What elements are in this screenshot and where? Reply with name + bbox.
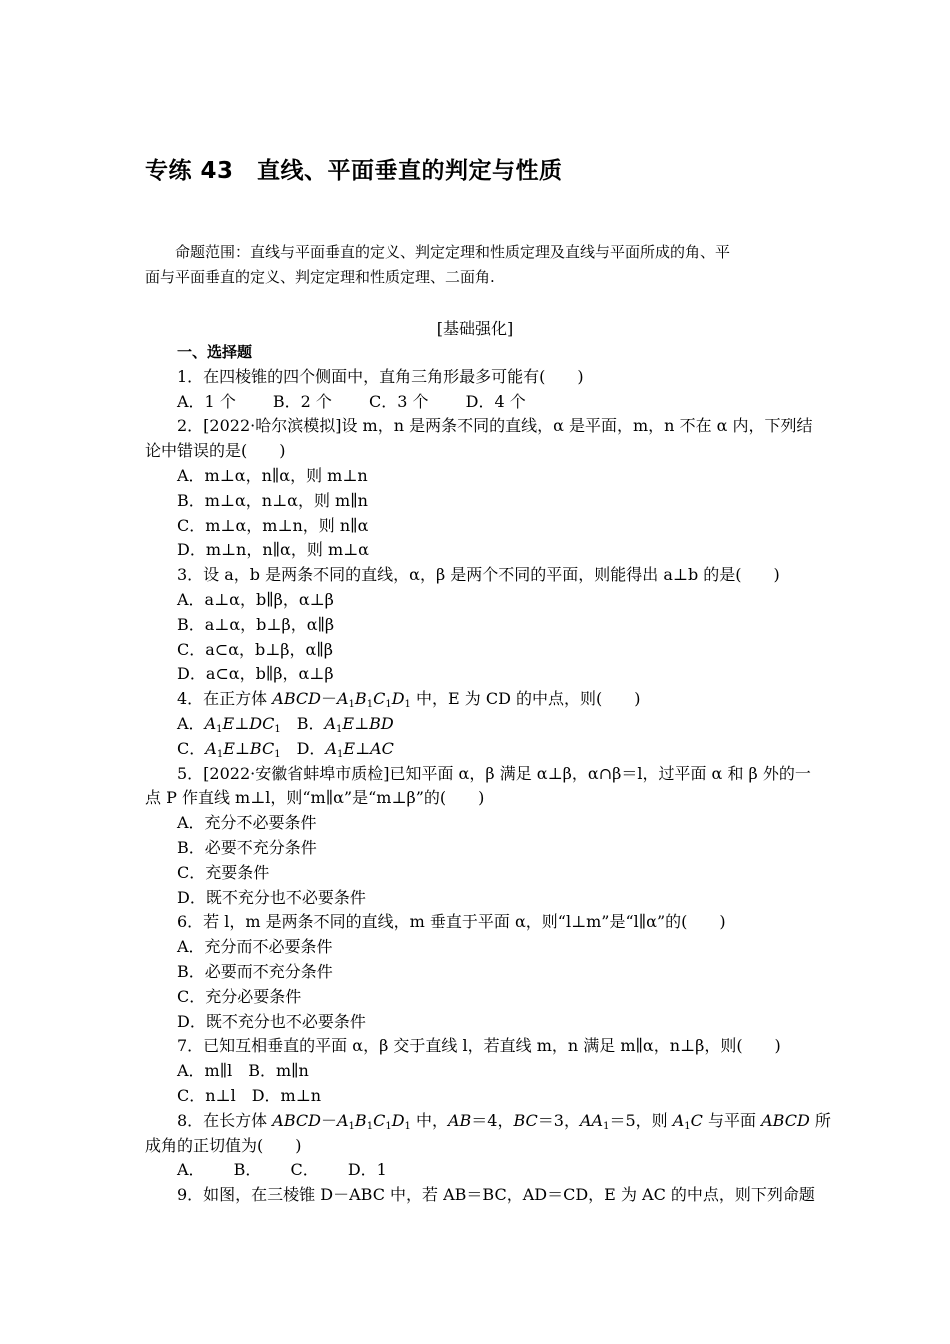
q4-stem-pre: 4．在正方体	[177, 689, 273, 709]
q6-option-d: D．既不充分也不必要条件	[177, 1011, 366, 1031]
q3-option-a: A．a⊥α，b∥β，α⊥β	[177, 589, 334, 609]
q5-stem-line2: 点 P 作直线 m⊥l，则“m∥α”是“m⊥β”的( )	[145, 788, 485, 808]
scope-line-1: 命题范围：直线与平面垂直的定义、判定定理和性质定理及直线与平面所成的角、平	[175, 243, 731, 261]
q7-stem: 7．已知互相垂直的平面 α，β 交于直线 l，若直线 m，n 满足 m∥α，n⊥β，则( )	[177, 1036, 781, 1056]
q5-option-d: D．既不充分也不必要条件	[177, 887, 366, 907]
section-heading: [基础强化]	[436, 319, 514, 338]
q5-stem-line1: 5．[2022·安徽省蚌埠市质检]已知平面 α，β 满足 α⊥β，α∩β＝l，过平面 α 和 β 外的一	[177, 763, 811, 783]
q4-options-ab: A．$A_1E\perp DC_1$ B．$A_1E\perp BD$	[177, 713, 394, 735]
part-heading: 一、选择题	[177, 343, 253, 361]
q2-option-d: D．m⊥n，n∥α，则 m⊥α	[177, 540, 369, 560]
q4-stem-post: 中，E 为 CD 的中点，则( )	[410, 689, 641, 709]
q2-stem-line2: 论中错误的是( )	[145, 441, 286, 461]
q4-options-cd: C．$A_1E\perp BC_1$ D．$A_1E\perp AC$	[177, 738, 394, 760]
question-list	[145, 340, 831, 1208]
q6-stem: 6．若 l，m 是两条不同的直线，m 垂直于平面 α，则“l⊥m”是“l∥α”的( )	[177, 912, 726, 932]
q9-stem: 9．如图，在三棱锥 D－ABC 中，若 AB＝BC，AD＝CD，E 为 AC 的中点，则下列命题	[177, 1185, 815, 1205]
q8-options: A． B． C． D．1	[177, 1160, 387, 1180]
q2-option-a: A．m⊥α，n∥α，则 m⊥n	[177, 465, 368, 485]
q7-options-ab: A．m∥l B．m∥n	[177, 1061, 309, 1081]
q2-option-b: B．m⊥α，n⊥α，则 m∥n	[177, 490, 368, 510]
q4-stem: 4．在正方体 $ABCD-A_1B_1C_1D_1$ 中，E 为 CD 的中点，则( )	[177, 689, 641, 711]
q8-stem-line1: 8．在长方体 $ABCD-A_1B_1C_1D_1$ 中，AB＝4，BC＝3，$AA_1=5$，则 $A_1C$ 与平面 ABCD 所	[177, 1110, 831, 1132]
scope-line-2: 面与平面垂直的定义、判定定理和性质定理、二面角.	[145, 268, 495, 286]
q6-option-b: B．必要而不充分条件	[177, 961, 333, 981]
q7-options-cd: C．n⊥l D．m⊥n	[177, 1085, 322, 1105]
q2-option-c: C．m⊥α，m⊥n，则 n∥α	[177, 515, 369, 535]
q4-cube-name: ABCD	[272, 689, 321, 709]
q5-option-b: B．必要不充分条件	[177, 837, 317, 857]
q3-option-b: B．a⊥α，b⊥β，α∥β	[177, 614, 335, 634]
q5-option-a: A．充分不必要条件	[177, 813, 317, 833]
page-title: 专练 43 直线、平面垂直的判定与性质	[145, 158, 563, 184]
q3-stem: 3．设 a，b 是两条不同的直线，α，β 是两个不同的平面，则能得出 a⊥b 的是( )	[177, 565, 780, 585]
q6-option-a: A．充分而不必要条件	[177, 937, 333, 957]
q5-option-c: C．充要条件	[177, 862, 270, 882]
q1-stem: 1．在四棱锥的四个侧面中，直角三角形最多可能有( )	[177, 366, 584, 386]
q6-option-c: C．充分必要条件	[177, 986, 302, 1006]
q1-options: A．1 个 B．2 个 C．3 个 D．4 个	[177, 391, 526, 411]
q2-stem-line1: 2．[2022·哈尔滨模拟]设 m，n 是两条不同的直线，α 是平面，m，n 不在 α 内，下列结	[177, 416, 813, 436]
scope-paragraph	[145, 240, 810, 290]
q3-option-d: D．a⊂α，b∥β，α⊥β	[177, 664, 334, 684]
q3-option-c: C．a⊂α，b⊥β，α∥β	[177, 639, 333, 659]
q8-stem-line2: 成角的正切值为( )	[145, 1135, 302, 1155]
